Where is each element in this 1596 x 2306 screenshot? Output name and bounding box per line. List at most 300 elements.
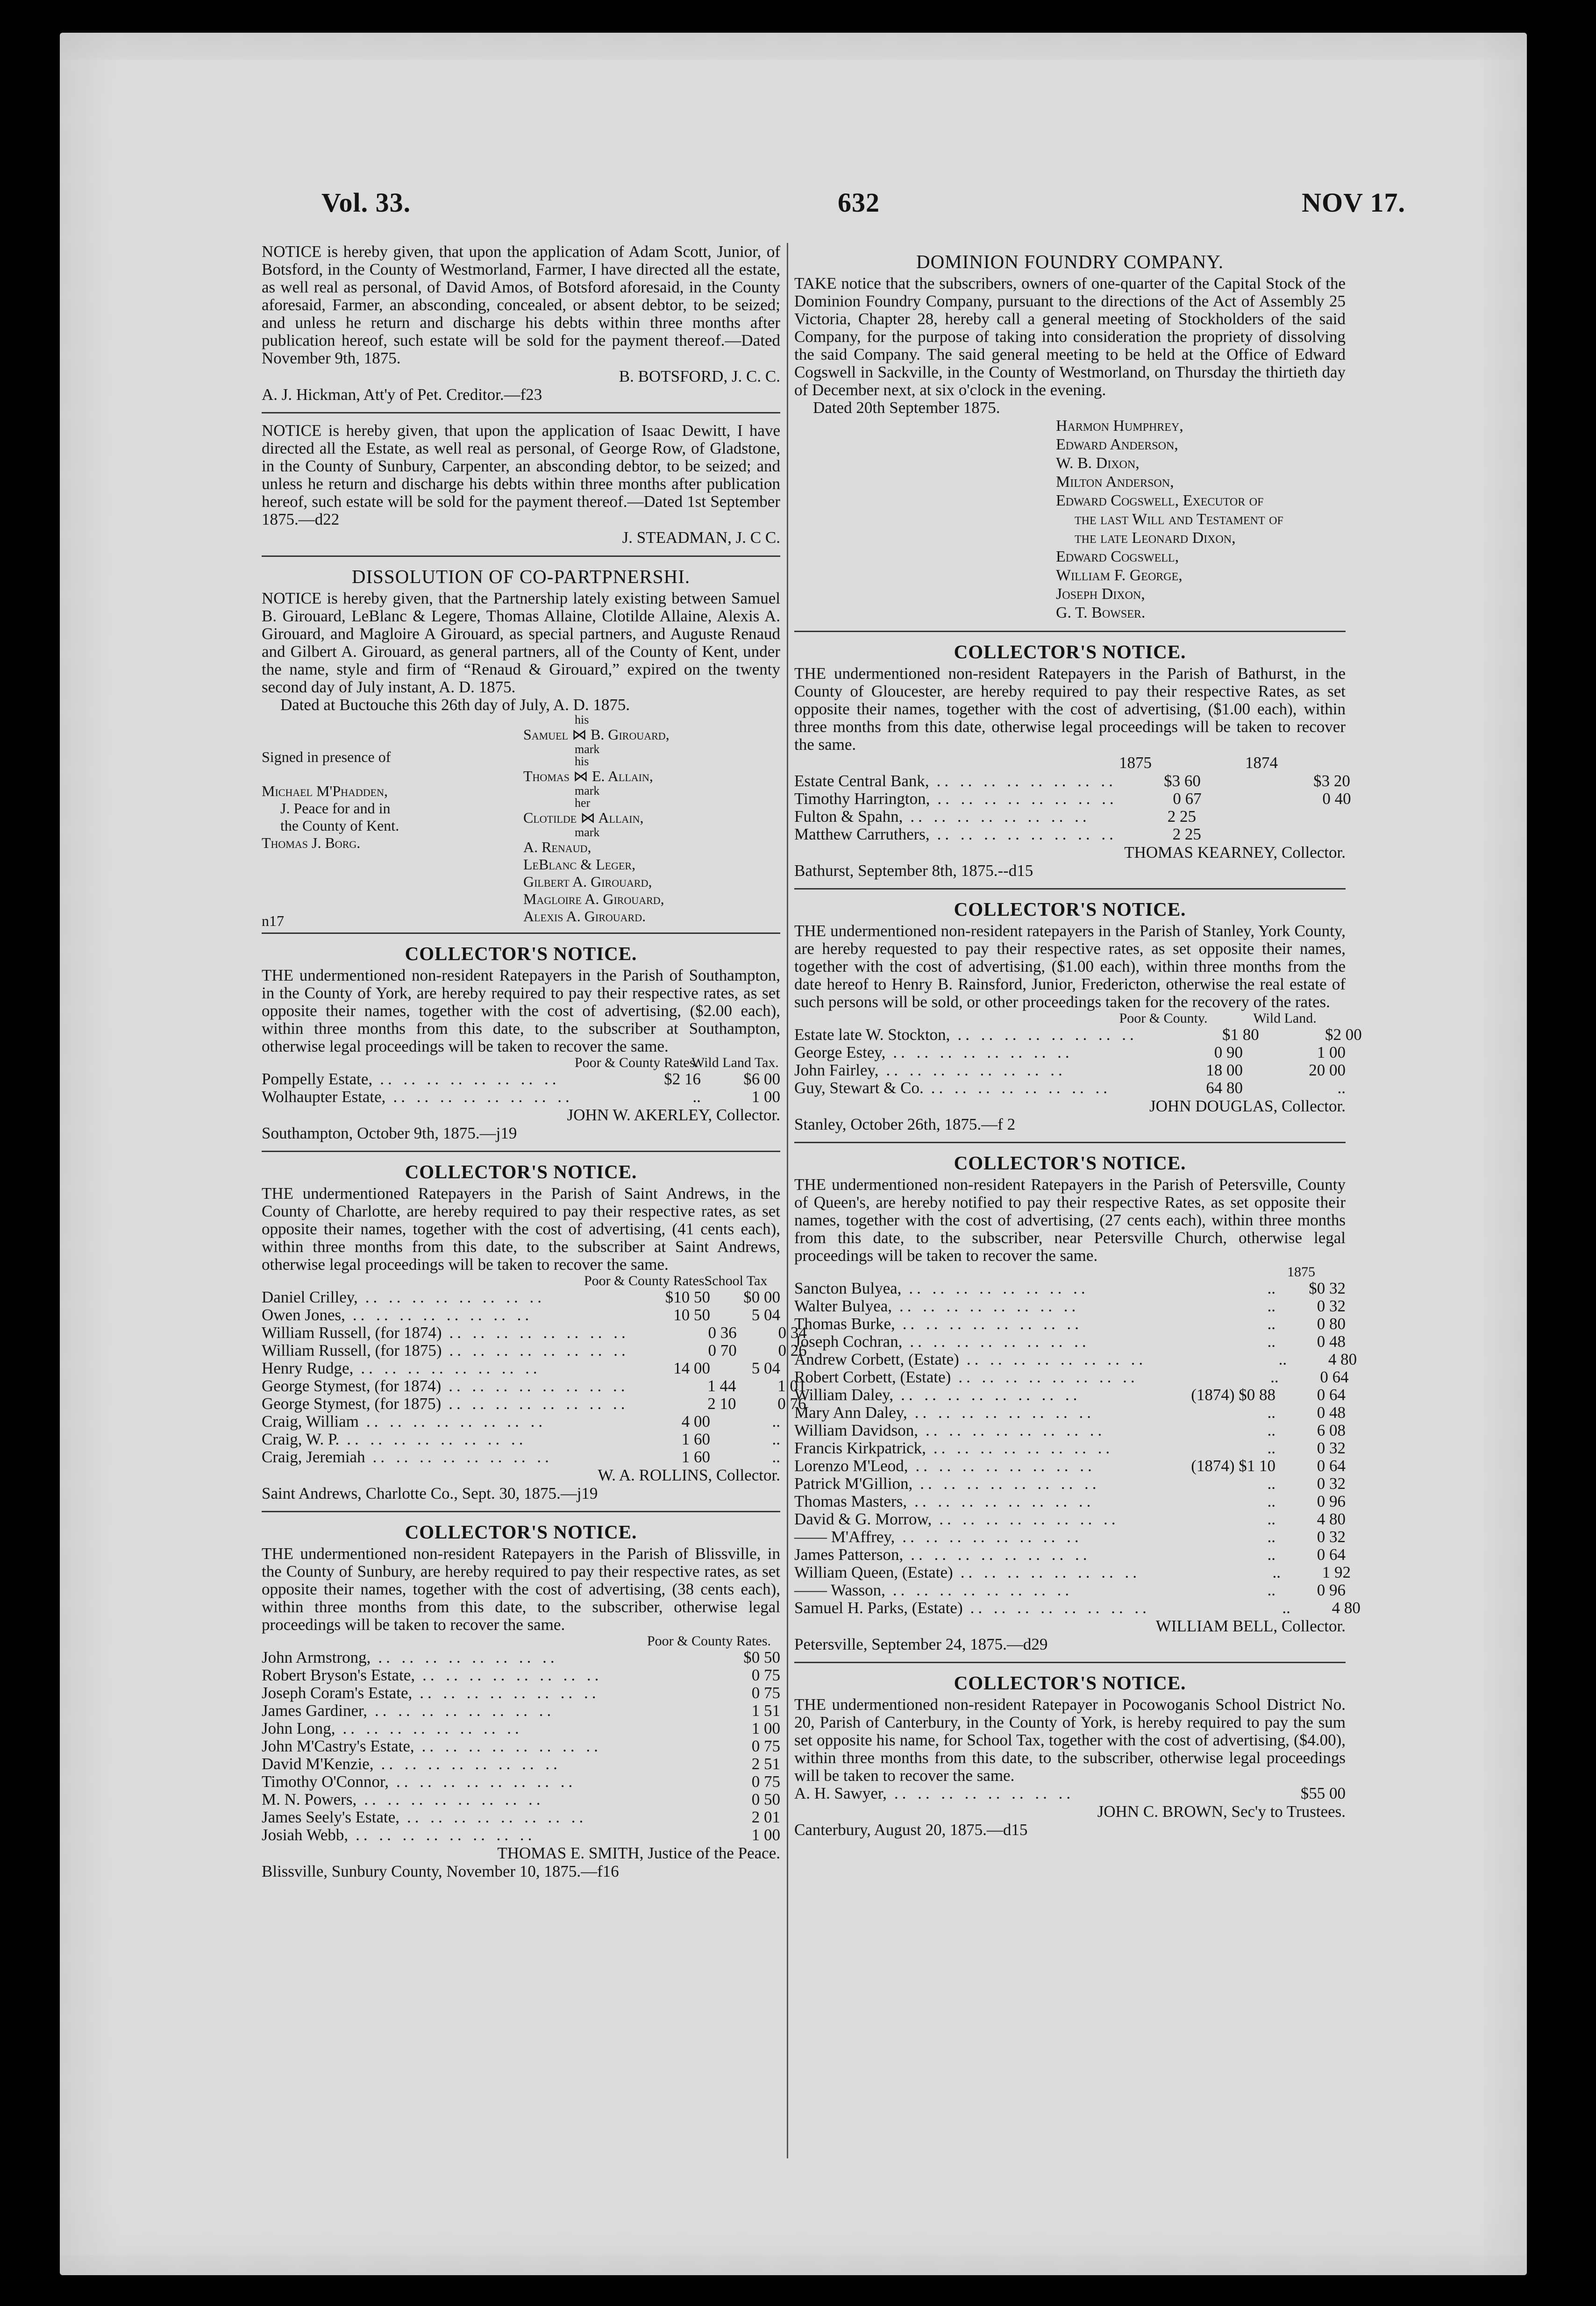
rate-1874: .. [1272, 1563, 1281, 1581]
notice-title: COLLECTOR'S NOTICE. [405, 1521, 637, 1543]
partner-signature: Samuel ⋈ B. Girouard, [523, 726, 670, 743]
issue-date: NOV 17. [1302, 187, 1405, 218]
leader-dots: .. .. .. .. .. .. .. .. [380, 1070, 560, 1088]
table-row [794, 1386, 1346, 1404]
rate-1875: 0 80 [1317, 1315, 1346, 1333]
partner-signature: Thomas ⋈ E. Allain, [523, 768, 653, 784]
table-row [794, 1546, 1346, 1564]
table-row [794, 1061, 1346, 1079]
ratepayer-name: —— Wasson, [794, 1581, 885, 1599]
ratepayer-name: James Seely's Estate, [262, 1808, 399, 1826]
table-row [262, 1341, 807, 1359]
tax-value: 0 34 [778, 1324, 807, 1342]
table-row [262, 1070, 780, 1088]
ratepayer-name: Lorenzo M'Leod, [794, 1457, 908, 1475]
ratepayer-name: M. N. Powers, [262, 1790, 357, 1808]
rate-value: 0 75 [751, 1737, 780, 1755]
rate-table [794, 1025, 1362, 1097]
notice-code: n17 [262, 912, 284, 929]
notice-title: DISSOLUTION OF CO-PARTPNERSHI. [351, 566, 691, 587]
leader-dots: .. .. .. .. .. .. .. .. [914, 1403, 1095, 1422]
rate-table [262, 1649, 780, 1844]
notice-text: NOTICE is hereby given, that upon the application of Adam Scott, Junior, of Botsford, in the County of Westmorland, Farmer, I have directed all the estate, as well real as personal, of David Amos, of Botsford aforesaid, in the County aforesaid, Farmer, an absconding, concealed, or absent debtor, to be seized; and unless he return and discharge his debts within three months after publication hereof, such estate will be sold for the payment thereof.—Dated November 9th, 1875. [262, 242, 780, 367]
notice-signature: THOMAS KEARNEY, Collector. [1124, 843, 1346, 861]
ratepayer-name: Craig, Jeremiah [262, 1448, 365, 1466]
divider [262, 412, 780, 413]
rate-value: 1 00 [751, 1719, 780, 1737]
notice-title: COLLECTOR'S NOTICE. [954, 898, 1186, 920]
rate-1875: 4 80 [1328, 1350, 1357, 1368]
notice-dated: Dated 20th September 1875. [813, 399, 1000, 417]
rate-1874: .. [1267, 1474, 1275, 1493]
mark-label: mark [575, 784, 600, 797]
notice-southampton [262, 942, 780, 1142]
left-column [262, 242, 807, 2168]
page-header [321, 187, 1415, 248]
signer-name: G. T. Bowser. [1056, 604, 1146, 621]
table-row [262, 1720, 780, 1737]
rate-value: $2 16 [664, 1070, 701, 1088]
column-divider [787, 243, 788, 2158]
notice-text: TAKE notice that the subscribers, owners of one-quarter of the Capital Stock of the Dominion Foundry Company, pursuant to the directions of the Act of Assembly 25 Victoria, Chapter 28, hereby call a general meeting of Stockholders of the said Company, for the purpose of taking into consideration the propriety of dissolving the said Company. The said general meeting to be held at the Office of Edward Cogswell in Sackville, in the County of Westmorland, on Thursday the thirtieth day of December next, at six o'clock in the evening. [794, 274, 1346, 399]
table-row [262, 1395, 806, 1413]
ratepayer-name: James Patterson, [794, 1545, 904, 1564]
leader-dots: .. .. .. .. .. .. .. .. [893, 1043, 1073, 1061]
ratepayer-name: Thomas Masters, [794, 1492, 907, 1510]
notice-text: THE undermentioned non-resident Ratepayers in the Parish of Petersville, County of Queen's, are hereby notified to pay their respective Rates, as set opposite their names, together with the cost of advertising, (27 cents each), within three months from this date, to the subscriber, near Petersville Church, otherwise legal proceedings will be taken to recover the same. [794, 1175, 1346, 1265]
partner-signature: Alexis A. Girouard. [523, 908, 646, 925]
leader-dots: .. .. .. .. .. .. .. .. [894, 1784, 1075, 1802]
leader-dots: .. .. .. .. .. .. .. .. [899, 1297, 1080, 1315]
ratepayer-name: Josiah Webb, [262, 1826, 349, 1844]
leader-dots: .. .. .. .. .. .. .. .. [910, 807, 1090, 826]
rate-1874: (1874) $0 88 [1191, 1386, 1275, 1404]
notice-gladstone [262, 422, 780, 547]
table-row [794, 790, 1351, 808]
ratepayer-name: John Fairley, [794, 1061, 879, 1079]
column-header: Wild Land. [1253, 1011, 1317, 1026]
divider [262, 1151, 780, 1152]
rate-value: 1 60 [681, 1448, 710, 1466]
table-header [794, 1011, 1346, 1026]
rate-value: 0 75 [751, 1684, 780, 1702]
ratepayer-name: William Queen, (Estate) [794, 1563, 953, 1581]
notice-title: COLLECTOR'S NOTICE. [405, 943, 637, 964]
partner-signature: Magloire A. Girouard, [523, 890, 664, 907]
column-header: School Tax [704, 1273, 768, 1288]
ratepayer-name: James Gardiner, [262, 1701, 368, 1720]
notice-title: COLLECTOR'S NOTICE. [954, 1152, 1186, 1174]
table-row [794, 1333, 1346, 1351]
leader-dots: .. .. .. .. .. .. .. .. [422, 1666, 603, 1684]
notice-text: THE undermentioned non-resident Ratepayers in the Parish of Southampton, in the County of York, are hereby required to pay their respective rates, as set opposite their names, together with the cost of advertising, ($2.00 each), within three months from this date, to the subscriber at Southampton, otherwise legal proceedings will be taken to recover the same. [262, 966, 780, 1055]
table-row [794, 1599, 1361, 1617]
ratepayer-name: Craig, William [262, 1412, 359, 1431]
mark-label: her [575, 796, 591, 810]
rate-1875: 0 64 [1317, 1545, 1346, 1564]
rate-1874: (1874) $1 10 [1191, 1457, 1275, 1475]
table-row [794, 1457, 1346, 1475]
leader-dots: .. .. .. .. .. .. .. .. [886, 1061, 1066, 1079]
leader-dots: .. .. .. .. .. .. .. .. [449, 1324, 629, 1342]
leader-dots: .. .. .. .. .. .. .. .. [381, 1755, 561, 1773]
ratepayer-name: Guy, Stewart & Co. [794, 1079, 924, 1097]
table-row [794, 1079, 1346, 1097]
table-row [794, 1404, 1346, 1422]
rate-1875: 0 32 [1317, 1474, 1346, 1493]
table-row [794, 1439, 1346, 1457]
table-header [794, 1265, 1346, 1280]
table-row [262, 1306, 780, 1324]
notice-dated: Dated at Buctouche this 26th day of July, A. D. 1875. [280, 696, 630, 714]
column-header: 1875 [1287, 1264, 1315, 1280]
table-row [262, 1359, 780, 1377]
ratepayer-name: George Estey, [794, 1043, 886, 1061]
table-row [262, 1773, 780, 1791]
table-row [262, 1649, 780, 1666]
mark-label: mark [575, 742, 600, 756]
rate-value: .. [692, 1088, 701, 1106]
signer-name: the late Leonard Dixon, [1075, 529, 1236, 547]
leader-dots: .. .. .. .. .. .. .. .. [915, 1457, 1096, 1475]
leader-dots: .. .. .. .. .. .. .. .. [937, 825, 1117, 843]
witness: Michael M'Phadden, [262, 783, 388, 799]
column-header: Poor & County Rates. [647, 1633, 771, 1649]
column-header: 1874 [1245, 754, 1278, 772]
signer-name: Harmon Humphrey, [1056, 417, 1183, 434]
partners [523, 714, 785, 925]
ratepayer-name: William Russell, (for 1874) [262, 1324, 442, 1342]
leader-dots: .. .. .. .. .. .. .. .. [937, 790, 1118, 808]
rate-1875: 0 64 [1317, 1457, 1346, 1475]
rate-1874 [1196, 808, 1346, 826]
table-row [794, 1563, 1351, 1581]
notice-footer: Bathurst, September 8th, 1875.--d15 [794, 861, 1033, 880]
leader-dots: .. .. .. .. .. .. .. .. [957, 1025, 1138, 1044]
leader-dots: .. .. .. .. .. .. .. .. [939, 1510, 1119, 1528]
notice-footer: Southampton, October 9th, 1875.—j19 [262, 1124, 517, 1142]
tax-value: .. [772, 1430, 780, 1448]
ratepayer-name: Patrick M'Gillion, [794, 1474, 913, 1493]
leader-dots: .. .. .. .. .. .. .. .. [970, 1599, 1150, 1617]
rate-value: 0 50 [751, 1790, 780, 1808]
signed-label: Signed in presence of [262, 748, 391, 765]
leader-dots: .. .. .. .. .. .. .. .. [361, 1359, 541, 1377]
tax-value: 5 04 [751, 1306, 780, 1324]
tax-value: $0 00 [743, 1288, 780, 1306]
leader-dots: .. .. .. .. .. .. .. .. [902, 1528, 1083, 1546]
column-header: Poor & County Rates. [575, 1055, 699, 1070]
partner-signature: Clotilde ⋈ Allain, [523, 809, 644, 826]
notice-dissolution [262, 565, 780, 929]
witness: Thomas J. Borg. [262, 834, 361, 851]
signature-block [262, 713, 780, 929]
rate-value: 2 51 [751, 1755, 780, 1773]
notice-signature: J. STEADMAN, J. C C. [622, 528, 780, 547]
rate-value: 0 75 [751, 1772, 780, 1791]
notice-signature: JOHN DOUGLAS, Collector. [1149, 1097, 1346, 1115]
rate-1874: .. [1267, 1439, 1275, 1457]
rate-1874: $3 20 [1313, 772, 1350, 790]
ratepayer-name: Wolhaupter Estate, [262, 1088, 386, 1106]
table-row [794, 1528, 1346, 1546]
ratepayer-name: Owen Jones, [262, 1306, 345, 1324]
table-row [794, 1368, 1349, 1386]
witnesses [262, 714, 477, 930]
land-value: 1 00 [1317, 1043, 1346, 1061]
rate-value: 1 00 [751, 1826, 780, 1844]
ratepayer-name: Joseph Cochran, [794, 1332, 903, 1351]
leader-dots: .. .. .. .. .. .. .. .. [420, 1684, 600, 1702]
ratepayer-name: William Davidson, [794, 1421, 918, 1439]
ratepayer-name: Andrew Corbett, (Estate) [794, 1350, 959, 1368]
leader-dots: .. .. .. .. .. .. .. .. [931, 1079, 1111, 1097]
leader-dots: .. .. .. .. .. .. .. .. [449, 1377, 629, 1395]
column-header: 1875 [1119, 754, 1152, 772]
table-row [262, 1826, 780, 1844]
table-row [794, 1785, 1346, 1802]
signer-name: the last Will and Testament of [1075, 511, 1283, 528]
leader-dots: .. .. .. .. .. .. .. .. [352, 1306, 533, 1324]
divider [794, 1142, 1346, 1143]
table-row [262, 1666, 780, 1684]
rate-value: $0 50 [743, 1648, 780, 1666]
notice-text: NOTICE is hereby given, that upon the application of Isaac Dewitt, I have directed all the Estate, as well real as personal, of George Row, of Gladstone, in the County of Sunbury, Carpenter, an absconding debtor, to be seized; and unless he return and discharge his debts within three months after publication hereof, such estate will be sold for the payment thereof.—Dated 1st September 1875.—d22 [262, 421, 780, 528]
volume-number: Vol. 33. [321, 187, 411, 218]
tax-value: 0 76 [777, 1395, 806, 1413]
rate-1875: 4 80 [1317, 1510, 1346, 1528]
notice-canterbury [794, 1672, 1346, 1839]
notice-petersville [794, 1152, 1361, 1653]
ratepayer-name: Mary Ann Daley, [794, 1403, 907, 1422]
rate-table [794, 772, 1351, 843]
ratepayer-name: Timothy O'Connor, [262, 1772, 389, 1791]
rate-1874: .. [1270, 1368, 1279, 1386]
rate-value: 0 70 [708, 1341, 737, 1359]
right-column [794, 248, 1362, 2163]
table-row [262, 1413, 780, 1431]
leader-dots: .. .. .. .. .. .. .. .. [966, 1350, 1147, 1368]
leader-dots: .. .. .. .. .. .. .. .. [901, 1386, 1081, 1404]
table-row [262, 1324, 807, 1342]
notice-title: COLLECTOR'S NOTICE. [954, 1672, 1186, 1694]
column-header: Poor & County Rates. [584, 1273, 708, 1288]
rate-value: 0 36 [708, 1324, 737, 1342]
ratepayer-name: Robert Corbett, (Estate) [794, 1368, 951, 1386]
partner-signature: A. Renaud, [523, 839, 591, 855]
rate-value: 1 44 [707, 1377, 736, 1395]
leader-dots: .. .. .. .. .. .. .. .. [925, 1421, 1106, 1439]
notice-text: THE undermentioned non-resident Ratepayer in Pocowoganis School District No. 20, Parish of Canterbury, in the County of York, is hereby required to pay the sum set opposite his name, for School Tax, together with the cost of advertising, ($4.00), within three months from this date, to the subscriber, otherwise legal proceedings will be taken to recover the same. [794, 1695, 1346, 1785]
notice-dominion-foundry [794, 250, 1346, 622]
notice-saint-andrews [262, 1160, 807, 1502]
rate-value: $1 80 [1222, 1025, 1259, 1044]
leader-dots: .. .. .. .. .. .. .. .. [449, 1341, 629, 1359]
notice-text: THE undermentioned Ratepayers in the Parish of Saint Andrews, in the County of Charlotte, are hereby required to pay their respective rates, as set opposite their names, together with the cost of advertising, (41 cents each), within three months from this date, to the subscriber at Saint Andrews, otherwise legal proceedings will be taken to recover the same. [262, 1184, 780, 1274]
table-header [262, 1274, 780, 1288]
leader-dots: .. .. .. .. .. .. .. .. [356, 1826, 536, 1844]
rate-value: 1 60 [681, 1430, 710, 1448]
mark-label: mark [575, 826, 600, 839]
notice-signature: WILLIAM BELL, Collector. [1155, 1617, 1346, 1635]
table-row [262, 1755, 780, 1773]
rate-table [794, 1279, 1361, 1617]
table-row [262, 1288, 780, 1306]
rate-1875: 0 48 [1317, 1332, 1346, 1351]
divider [262, 932, 780, 934]
rate-value: 2 01 [751, 1808, 780, 1826]
ratepayer-name: John Long, [262, 1719, 335, 1737]
column-header: Poor & County. [1119, 1011, 1208, 1026]
ratepayer-name: A. H. Sawyer, [794, 1784, 887, 1802]
table-header [262, 1634, 780, 1649]
rate-1875: 0 96 [1317, 1492, 1346, 1510]
tax-value: $6 00 [743, 1070, 780, 1088]
leader-dots: .. .. .. .. .. .. .. .. [393, 1088, 573, 1106]
rate-1874: .. [1267, 1297, 1275, 1315]
notice-signature: W. A. ROLLINS, Collector. [598, 1466, 780, 1484]
notice-footer: Blissville, Sunbury County, November 10, 1875.—f16 [262, 1862, 619, 1880]
rate-table [262, 1288, 807, 1466]
signer-name: Milton Anderson, [1056, 473, 1174, 491]
table-row [794, 1297, 1346, 1315]
ratepayer-name: William Russell, (for 1875) [262, 1341, 442, 1359]
table-row [794, 1422, 1346, 1439]
tax-value: 5 04 [751, 1359, 780, 1377]
leader-dots: .. .. .. .. .. .. .. .. [421, 1737, 602, 1755]
leader-dots: .. .. .. .. .. .. .. .. [911, 1545, 1091, 1564]
table-row [262, 1808, 780, 1826]
ratepayer-name: Francis Kirkpatrick, [794, 1439, 926, 1457]
rate-1874: .. [1267, 1421, 1275, 1439]
leader-dots: .. .. .. .. .. .. .. .. [407, 1808, 587, 1826]
table-row [794, 1510, 1346, 1528]
notice-signature: THOMAS E. SMITH, Justice of the Peace. [497, 1844, 780, 1862]
tax-value: $55 00 [1300, 1784, 1346, 1802]
notice-blissville [262, 1521, 780, 1880]
leader-dots: .. .. .. .. .. .. .. .. [342, 1719, 523, 1737]
notice-stanley [794, 898, 1362, 1133]
rate-1875: 0 32 [1317, 1439, 1346, 1457]
ratepayer-name: —— M'Affrey, [794, 1528, 895, 1546]
leader-dots: .. .. .. .. .. .. .. .. [914, 1492, 1095, 1510]
rate-1875: 2 25 [1172, 825, 1201, 843]
rate-1875: 2 25 [1167, 807, 1196, 826]
leader-dots: .. .. .. .. .. .. .. .. [365, 1288, 545, 1306]
rate-value: 18 00 [1206, 1061, 1243, 1079]
ratepayer-name: Robert Bryson's Estate, [262, 1666, 415, 1684]
leader-dots: .. .. .. .. .. .. .. .. [364, 1790, 544, 1808]
table-row [794, 1280, 1346, 1297]
rate-value: 2 10 [707, 1395, 736, 1413]
ratepayer-name: Henry Rudge, [262, 1359, 354, 1377]
notice-text: THE undermentioned non-resident Ratepayers in the Parish of Blissville, in the County of Sunbury, are hereby required to pay their respective rates, as set opposite their names, together with the cost of advertising, (38 cents each), within three months from this date, to the subscriber, otherwise legal proceedings will be taken to recover the same. [262, 1544, 780, 1634]
signer-name: Joseph Dixon, [1056, 585, 1145, 603]
leader-dots: .. .. .. .. .. .. .. .. [396, 1772, 577, 1791]
table-row [794, 1475, 1346, 1493]
ratepayer-name: Matthew Carruthers, [794, 825, 930, 843]
leader-dots: .. .. .. .. .. .. .. .. [909, 1279, 1089, 1297]
ratepayer-name: David M'Kenzie, [262, 1755, 374, 1773]
leader-dots: .. .. .. .. .. .. .. .. [902, 1315, 1083, 1333]
rate-1875: 0 67 [1173, 790, 1202, 808]
rate-1874: .. [1267, 1315, 1275, 1333]
ratepayer-name: George Stymest, (for 1875) [262, 1395, 442, 1413]
rate-table [794, 1785, 1346, 1802]
rate-1875: $3 60 [1164, 772, 1201, 790]
table-row [262, 1088, 780, 1106]
table-row [262, 1791, 780, 1808]
rate-1874: .. [1267, 1528, 1275, 1546]
ratepayer-name: Sancton Bulyea, [794, 1279, 902, 1297]
rate-1875: 1 92 [1322, 1563, 1351, 1581]
rate-1874: .. [1282, 1599, 1290, 1617]
signer-name: W. B. Dixon, [1056, 455, 1140, 472]
signer-name: Edward Cogswell, Executor of [1056, 492, 1264, 509]
notice-footer: Stanley, October 26th, 1875.—f 2 [794, 1115, 1016, 1133]
rate-1875: $0 32 [1309, 1279, 1346, 1297]
mark-label: his [575, 754, 589, 768]
ratepayer-name: Joseph Coram's Estate, [262, 1684, 413, 1702]
rate-1874 [1201, 826, 1351, 843]
rate-1875: 0 96 [1317, 1581, 1346, 1599]
leader-dots: .. .. .. .. .. .. .. .. [960, 1563, 1140, 1581]
table-header [794, 754, 1346, 772]
rate-1874: .. [1267, 1510, 1275, 1528]
rate-1874: .. [1267, 1545, 1275, 1564]
ratepayer-name: Estate late W. Stockton, [794, 1025, 950, 1044]
notice-bathurst [794, 641, 1351, 880]
notice-text: NOTICE is hereby given, that the Partnership lately existing between Samuel B. Girouard, LeBlanc & Legere, Thomas Allaine, Clotilde Allaine, Alexis A. Girouard, and Magloire A Girouard, as special partners, and Auguste Renaud and Gilbert A. Girouard, as general partners, all of the County of Kent, under the name, style and firm of “Renaud & Girouard,” expired on the twenty second day of July instant, A. D. 1875. [262, 589, 780, 696]
rate-1874: 0 40 [1322, 790, 1351, 808]
leader-dots: .. .. .. .. .. .. .. .. [372, 1448, 553, 1466]
rate-1875: 0 32 [1317, 1297, 1346, 1315]
ratepayer-name: George Stymest, (for 1874) [262, 1377, 442, 1395]
signer-name: William F. George, [1056, 567, 1183, 584]
table-row [794, 1581, 1346, 1599]
table-row [262, 1737, 780, 1755]
land-value: 20 00 [1309, 1061, 1346, 1079]
table-row [262, 1702, 780, 1720]
leader-dots: .. .. .. .. .. .. .. .. [449, 1395, 629, 1413]
ratepayer-name: Craig, W. P. [262, 1430, 340, 1448]
partner-signature: LeBlanc & Leger, [523, 856, 636, 873]
notice-signature: B. BOTSFORD, J. C. C. [619, 367, 780, 385]
divider [794, 1662, 1346, 1663]
table-row [794, 1350, 1357, 1368]
rate-1874: .. [1267, 1403, 1275, 1422]
notice-signature: JOHN C. BROWN, Sec'y to Trustees. [1097, 1802, 1346, 1821]
rate-value: 1 51 [751, 1701, 780, 1720]
divider [794, 631, 1346, 632]
ratepayer-name: Samuel H. Parks, (Estate) [794, 1599, 963, 1617]
ratepayer-name: David & G. Morrow, [794, 1510, 932, 1528]
rate-value: 0 90 [1214, 1043, 1243, 1061]
rate-value: 0 75 [751, 1666, 780, 1684]
signer-name: Edward Cogswell, [1056, 548, 1179, 565]
leader-dots: .. .. .. .. .. .. .. .. [366, 1412, 547, 1431]
notice-attorney: A. J. Hickman, Att'y of Pet. Creditor.—f23 [262, 385, 542, 404]
rate-1875: 0 64 [1317, 1386, 1346, 1404]
notice-title: COLLECTOR'S NOTICE. [405, 1161, 637, 1182]
rate-value: 64 80 [1206, 1079, 1243, 1097]
rate-1875: 6 08 [1317, 1421, 1346, 1439]
column-header: Wild Land Tax. [691, 1055, 779, 1070]
leader-dots: .. .. .. .. .. .. .. .. [892, 1581, 1073, 1599]
rate-1874: .. [1267, 1332, 1275, 1351]
table-row [262, 1431, 780, 1448]
notice-footer: Saint Andrews, Charlotte Co., Sept. 30, 1875.—j19 [262, 1484, 598, 1502]
